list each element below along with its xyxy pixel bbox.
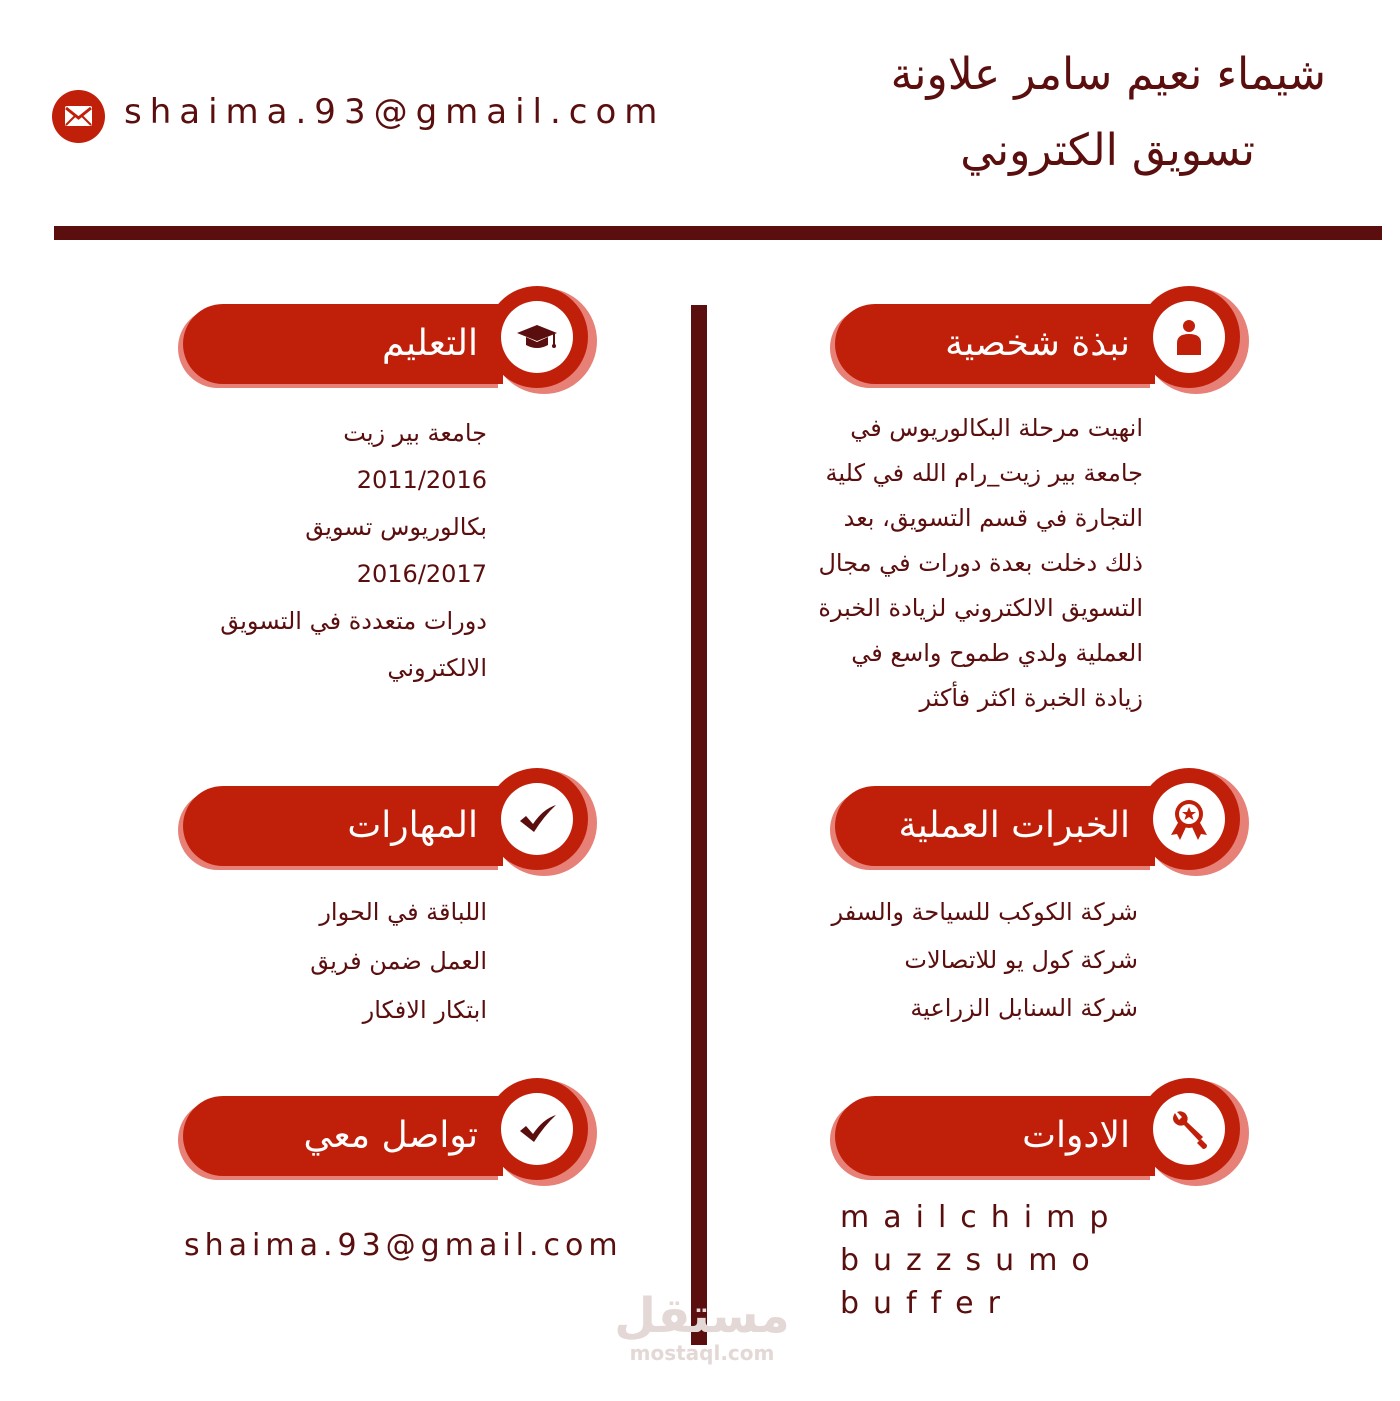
bio-line: جامعة بير زيت_رام الله في كلية [825, 459, 1143, 487]
section-title: الخبرات العملية [898, 805, 1130, 846]
watermark-latin: mostaql.com [629, 1341, 775, 1365]
experience-line: شركة الكوكب للسياحة والسفر [831, 898, 1138, 926]
skill-line: العمل ضمن فريق [310, 947, 487, 975]
section-header-skills [178, 768, 598, 888]
person-icon [1165, 313, 1213, 361]
education-line: 2011/2016 [356, 466, 487, 494]
tool-item: mailchimp [840, 1200, 1123, 1235]
award-ribbon-icon [1165, 795, 1213, 843]
section-header-experience [830, 768, 1250, 888]
section-title: تواصل معي [303, 1115, 478, 1156]
experience-text [698, 888, 1138, 1032]
section-header-education [178, 286, 598, 406]
bio-text [703, 406, 1143, 721]
wrench-icon [1165, 1105, 1213, 1153]
graduation-cap-icon [513, 313, 561, 361]
skills-text [87, 888, 487, 1035]
section-title: التعليم [382, 323, 478, 364]
education-line: بكالوريوس تسويق [305, 513, 487, 541]
bio-line: انهيت مرحلة البكالوريوس في [850, 414, 1143, 442]
experience-line: شركة كول يو للاتصالات [904, 946, 1138, 974]
bio-line: التجارة في قسم التسويق، بعد [843, 504, 1143, 532]
section-header-bio [830, 286, 1250, 406]
watermark-logo [612, 1290, 792, 1364]
tool-item: buffer [840, 1286, 1014, 1321]
header-divider [54, 226, 1382, 240]
section-header-tools [830, 1078, 1250, 1198]
bio-line: زيادة الخبرة اكثر فأكثر [919, 684, 1143, 712]
header-email[interactable]: shaima.93@gmail.com [124, 92, 666, 132]
education-line: الالكتروني [387, 654, 487, 682]
skill-line: ابتكار الافكار [362, 996, 487, 1024]
skill-line: اللباقة في الحوار [319, 898, 487, 926]
section-title: المهارات [347, 805, 478, 846]
bio-line: التسويق الالكتروني لزيادة الخبرة [818, 594, 1143, 622]
section-title: نبذة شخصية [945, 323, 1130, 364]
section-title: الادوات [1022, 1115, 1130, 1156]
watermark-arabic: مستقل [614, 1288, 790, 1344]
checkmark-icon [513, 795, 561, 843]
section-header-contact [178, 1078, 598, 1198]
education-line: جامعة بير زيت [343, 419, 487, 447]
bio-line: العملية ولدي طموح واسع في [851, 639, 1143, 667]
education-line: دورات متعددة في التسويق [220, 607, 487, 635]
education-line: 2016/2017 [356, 560, 487, 588]
mail-icon [52, 90, 105, 143]
tools-list [840, 1196, 1160, 1325]
bio-line: ذلك دخلت بعدة دورات في مجال [818, 549, 1143, 577]
tool-item: buzzsumo [840, 1243, 1104, 1278]
job-title: تسويق الكتروني [960, 125, 1255, 176]
experience-line: شركة السنابل الزراعية [910, 994, 1138, 1022]
candidate-name: شيماء نعيم سامر علاونة [890, 49, 1326, 100]
education-text [87, 410, 487, 692]
checkmark-icon [513, 1105, 561, 1153]
contact-email[interactable]: shaima.93@gmail.com [184, 1228, 623, 1263]
